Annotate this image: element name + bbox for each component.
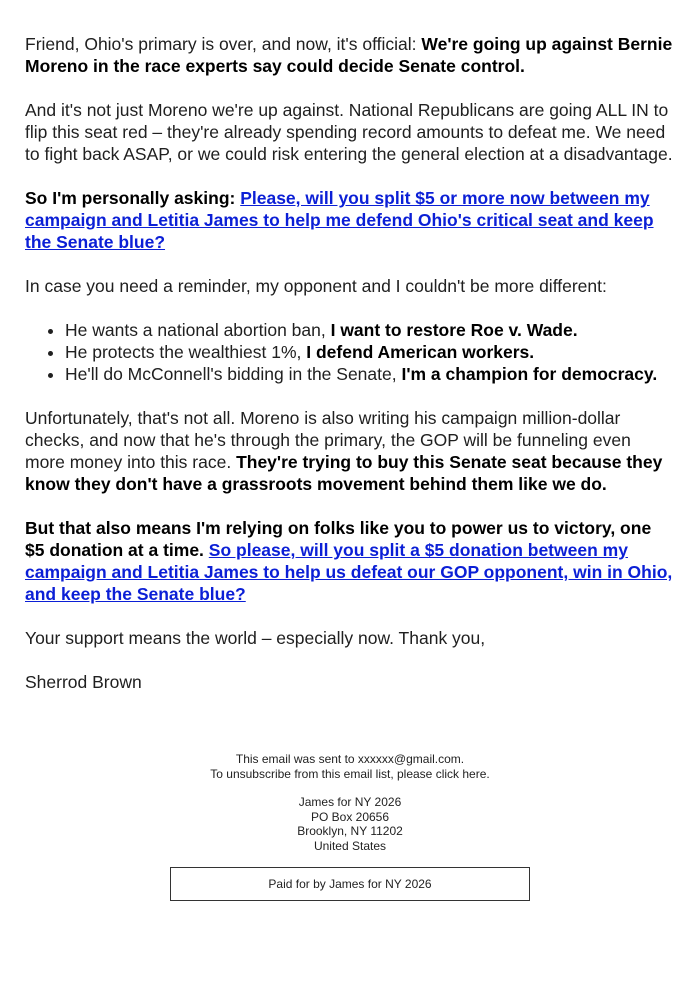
list-item-text: He protects the wealthiest 1%, [65,342,307,362]
ask-paragraph [25,187,675,253]
donate-link-2[interactable]: So please, will you split a $5 donation between my campaign and Letitia James to help us defeat our GOP opponent, win in Ohio, and keep the Senate blue? [25,540,673,604]
sent-to-line: This email was sent to xxxxxx@gmail.com. [235,752,465,766]
list-item [65,341,675,363]
republicans-paragraph: And it's not just Moreno we're up against. National Republicans are going ALL IN to flip this seat red – they're already spending record amounts to defeat me. We need to fight back ASAP, or we could risk entering the general election at a disadvantage. [25,100,673,164]
list-item-bold: I'm a champion for democracy. [401,364,658,384]
paid-for-disclaimer: Paid for by James for NY 2026 [170,867,530,901]
list-item [65,319,675,341]
address-line: PO Box 20656 [310,809,390,824]
signature: Sherrod Brown [25,672,142,692]
intro-text: Friend, Ohio's primary is over, and now, it's official: [25,34,422,54]
moreno-money-paragraph [25,407,675,495]
intro-bold-text: We're going up against Bernie Moreno in the race experts say could decide Senate control. [25,34,673,76]
list-item-text: He wants a national abortion ban, [65,320,331,340]
reminder-paragraph: In case you need a reminder, my opponent and I couldn't be more different: [25,276,607,296]
donate-link-1[interactable]: Please, will you split $5 or more now between my campaign and Letitia James to help me defend Ohio's critical seat and keep the Senate blue? [25,188,654,252]
address-line: Brooklyn, NY 11202 [297,824,403,838]
list-item-bold: I defend American workers. [306,342,535,362]
moreno-bold-text: They're trying to buy this Senate seat because they know they don't have a grassroots movement behind them like we do. [25,452,663,494]
mailing-address [25,795,675,853]
list-item-bold: I want to restore Roe v. Wade. [330,320,578,340]
donation-bold-text: But that also means I'm relying on folks like you to power us to victory, one $5 donation at a time. [25,518,652,560]
list-item [65,363,675,385]
footer-notice [25,752,675,781]
intro-paragraph [25,33,675,77]
contrast-list [25,319,675,385]
thanks-paragraph: Your support means the world – especially now. Thank you, [25,628,486,648]
list-item-text: He'll do McConnell's bidding in the Senate, [65,364,402,384]
address-line: James for NY 2026 [298,795,402,809]
moreno-text: Unfortunately, that's not all. Moreno is also writing his campaign million-dollar checks, and now that he's through the primary, the GOP will be funneling even more money into this race. [25,408,631,472]
ask-bold-text: So I'm personally asking: [25,188,241,208]
unsubscribe-link[interactable]: To unsubscribe from this email list, please click here. [210,766,490,781]
address-line: United States [313,838,387,853]
donation-paragraph [25,517,675,605]
email-footer [25,752,675,901]
